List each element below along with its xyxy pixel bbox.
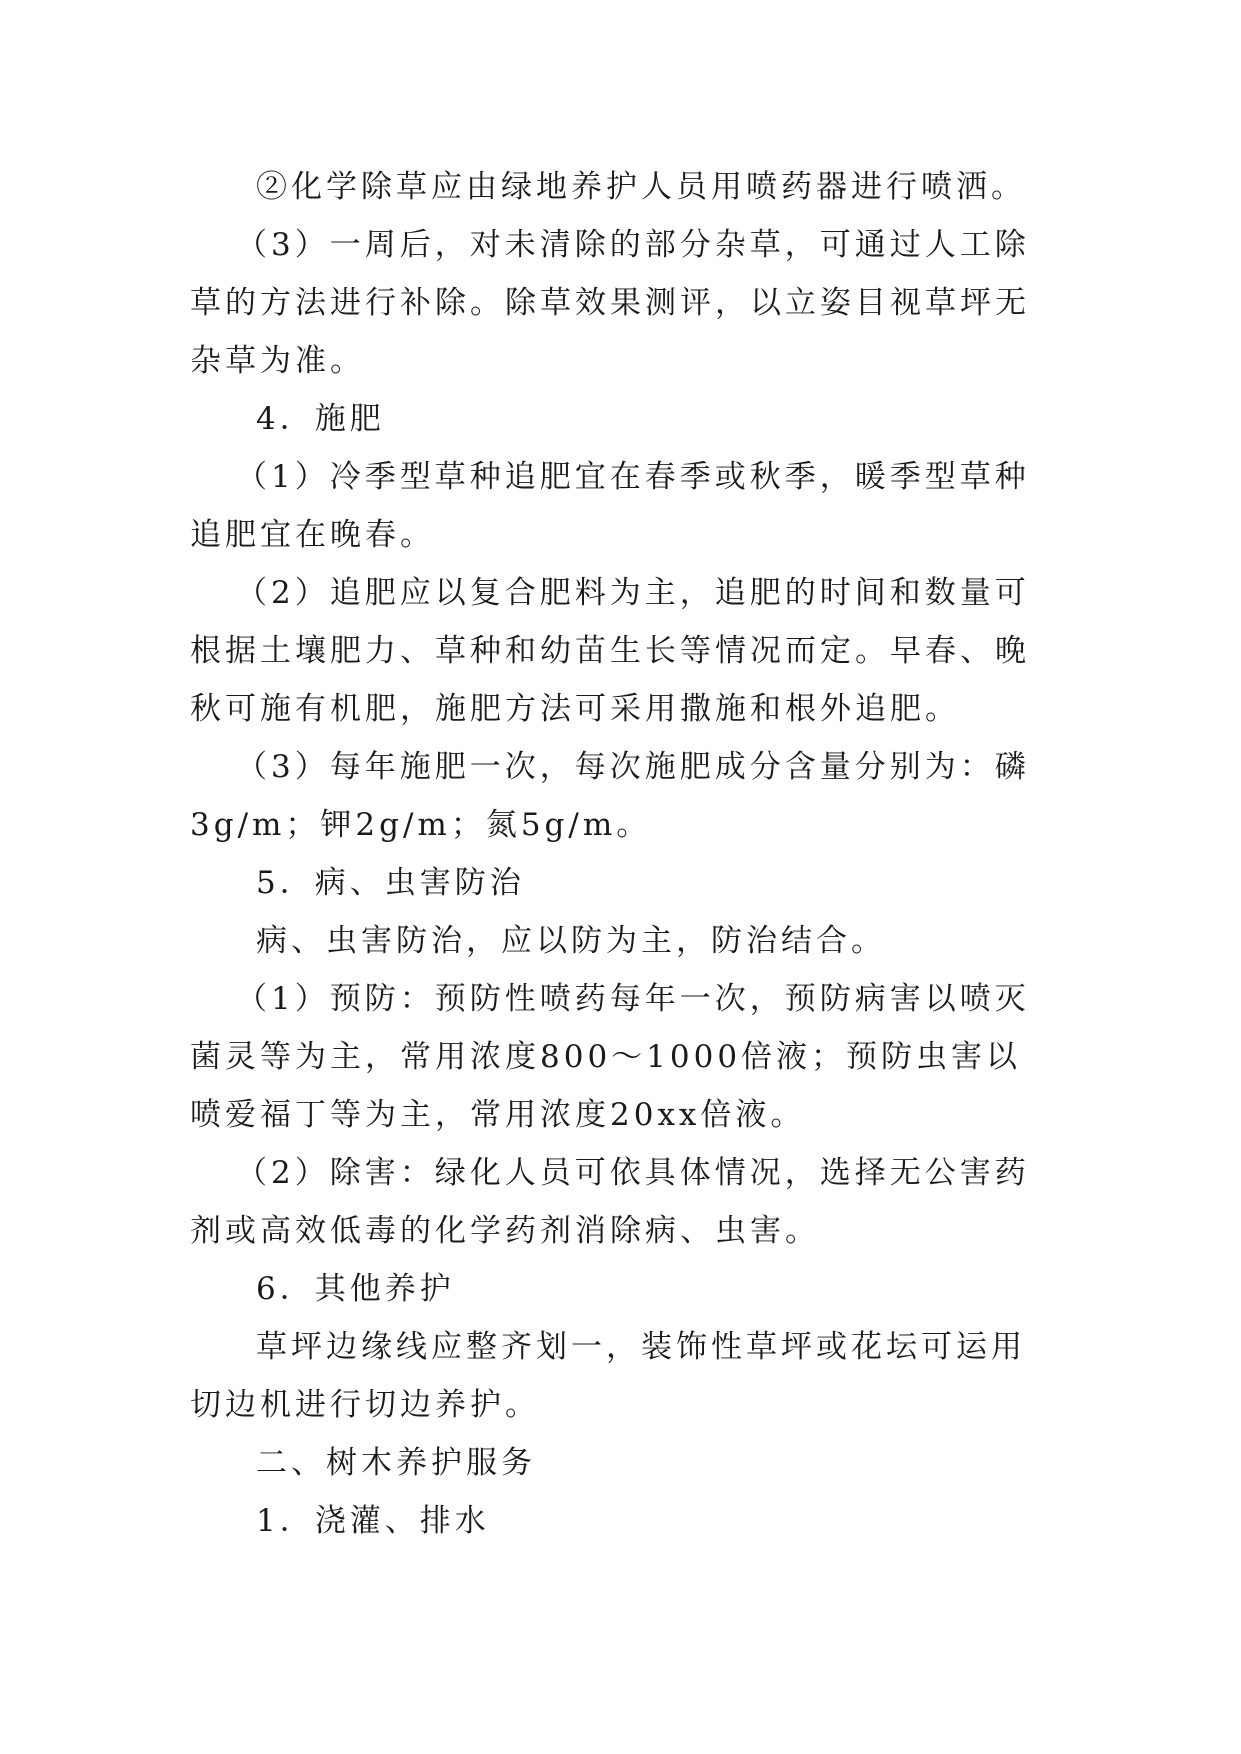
paragraph-fertilizing-2: （2）追肥应以复合肥料为主，追肥的时间和数量可根据土壤肥力、草种和幼苗生长等情况而定。早春、晚秋可施有机肥，施肥方法可采用撒施和根外追肥。 [190, 575, 1030, 727]
paragraph-fertilizing-3: （3）每年施肥一次，每次施肥成分含量分别为：磷3g/m；钾2g/m；氮5g/m。 [190, 749, 1030, 843]
paragraph-fertilizing-1: （1）冷季型草种追肥宜在春季或秋季，暖季型草种追肥宜在晚春。 [190, 459, 1030, 553]
heading-pest-control: 5．病、虫害防治 [256, 865, 525, 901]
paragraph-prevention: （1）预防：预防性喷药每年一次，预防病害以喷灭菌灵等为主，常用浓度800～1000倍液；预防虫害以喷爱福丁等为主，常用浓度20xx倍液。 [190, 981, 1030, 1133]
heading-tree-maintenance: 二、树木养护服务 [256, 1445, 536, 1481]
paragraph-weeding-step-3: （3）一周后，对未清除的部分杂草，可通过人工除草的方法进行补除。除草效果测评，以立姿目视草坪无杂草为准。 [190, 227, 1030, 379]
heading-fertilizing: 4．施肥 [256, 401, 385, 437]
document-body [190, 158, 1050, 1550]
heading-other-maintenance: 6．其他养护 [256, 1271, 455, 1307]
heading-irrigation-drainage: 1．浇灌、排水 [256, 1503, 490, 1539]
paragraph-pest-removal: （2）除害：绿化人员可依具体情况，选择无公害药剂或高效低毒的化学药剂消除病、虫害。 [190, 1155, 1030, 1249]
paragraph-pest-control-principle: 病、虫害防治，应以防为主，防治结合。 [256, 923, 886, 959]
paragraph-chemical-weeding: ②化学除草应由绿地养护人员用喷药器进行喷洒。 [256, 169, 1026, 205]
paragraph-edge-trimming: 草坪边缘线应整齐划一，装饰性草坪或花坛可运用切边机进行切边养护。 [190, 1329, 1026, 1423]
